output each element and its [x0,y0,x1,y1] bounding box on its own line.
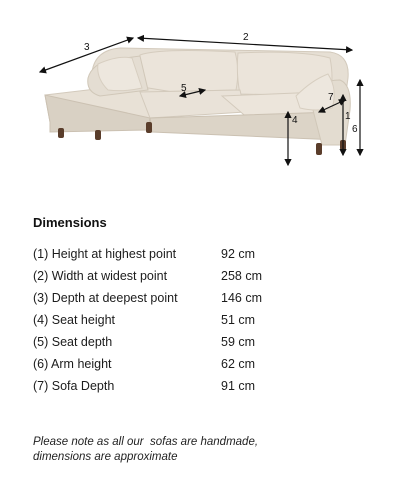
dimension-row [33,353,301,375]
dimension-row [33,309,301,331]
dimension-row [33,287,301,309]
dimension-value: 51 cm [221,313,256,327]
dimension-row [33,265,301,287]
diagram-label-3: 3 [84,42,90,53]
sofa-dimension-diagram [0,0,400,195]
dimension-value: 258 cm [221,269,262,283]
dimensions-heading: Dimensions [33,215,107,230]
sofa-leg [95,130,101,140]
dimension-label: (5) Seat depth [33,335,113,349]
sofa-illustration [0,0,400,195]
dimension-label: (2) Width at widest point [33,269,168,283]
dimension-value: 92 cm [221,247,256,261]
diagram-label-2: 2 [243,32,249,43]
dimension-label: (1) Height at highest point [33,247,177,261]
dimensions-list [33,243,301,397]
diagram-label-6: 6 [352,124,358,135]
dimension-value: 146 cm [221,291,262,305]
sofa-shape [45,48,350,155]
dimension-value: 62 cm [221,357,256,371]
dimension-row [33,243,301,265]
dimension-row [33,331,301,353]
diagram-label-1: 1 [345,111,351,122]
dimension-label: (3) Depth at deepest point [33,291,178,305]
dimension-label: (6) Arm height [33,357,112,371]
dimension-value: 91 cm [221,379,256,393]
note-line-2: dimensions are approximate [33,451,178,463]
dimension-label: (7) Sofa Depth [33,379,115,393]
dimension-label: (4) Seat height [33,313,115,327]
handmade-note [33,435,373,465]
note-line-1: Please note as all our sofas are handmade, [33,436,259,448]
dimension-value: 59 cm [221,335,256,349]
sofa-leg [146,122,152,133]
sofa-leg [316,143,322,155]
diagram-label-4: 4 [292,115,298,126]
dimension-row [33,375,301,397]
diagram-label-5: 5 [181,83,187,94]
sofa-leg [58,128,64,138]
diagram-label-7: 7 [328,92,334,103]
